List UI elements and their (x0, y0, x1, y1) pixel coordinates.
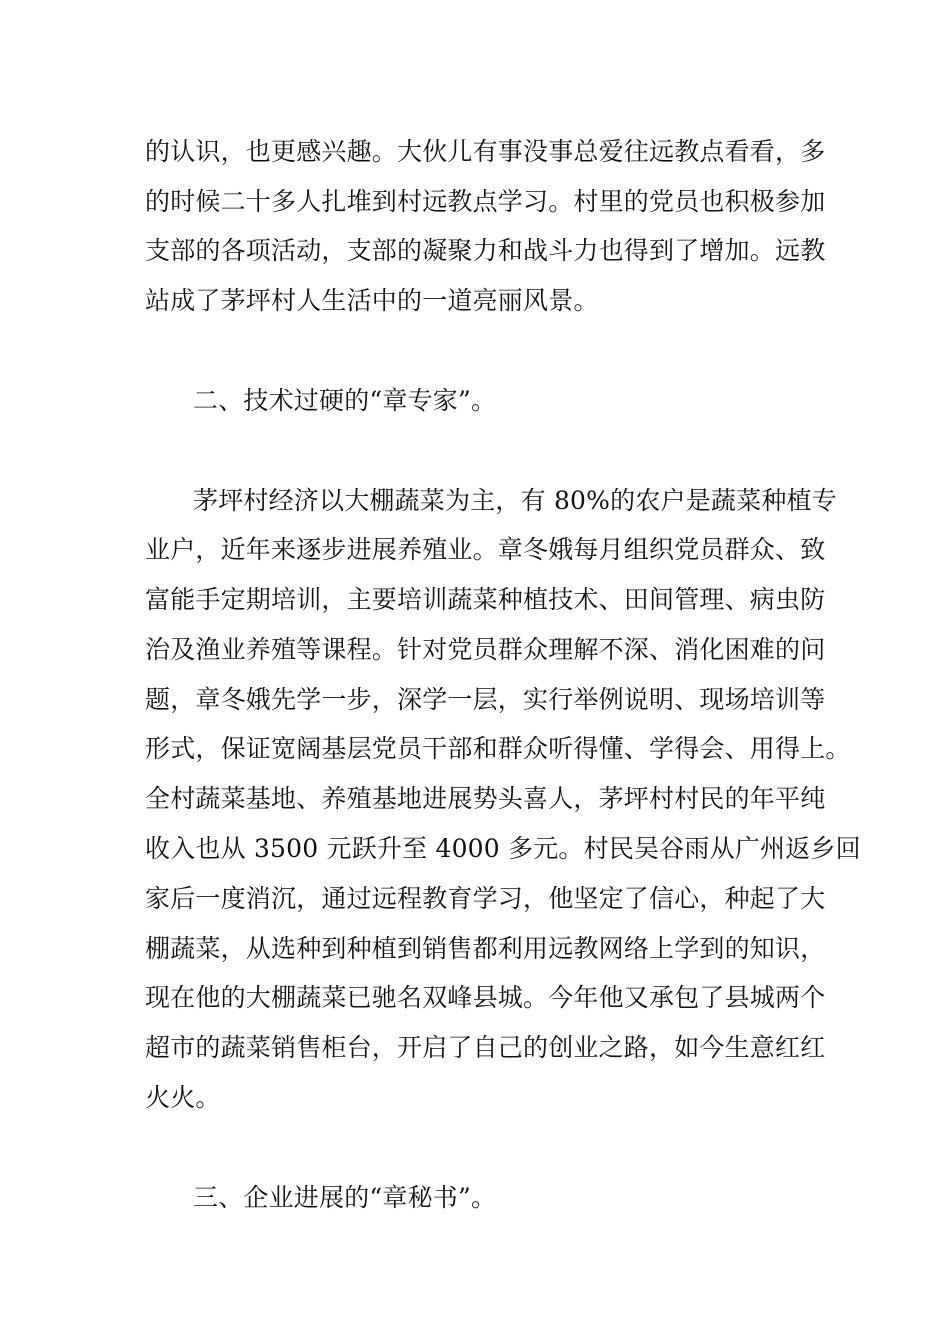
paragraph-2-line-6: 形式，保证宽阔基层党员干部和群众听得懂、学得会、用得上。 (145, 734, 851, 763)
section-heading-2: 二、技术过硬的“章专家”。 (193, 386, 497, 415)
paragraph-2-line-11: 现在他的大棚蔬菜已驰名双峰县城。今年他又承包了县城两个 (145, 983, 826, 1012)
paragraph-2-line-7: 全村蔬菜基地、养殖基地进展势头喜人，茅坪村村民的年平纯 (145, 784, 826, 813)
paragraph-2-line-13: 火火。 (145, 1083, 221, 1112)
paragraph-2-line-10: 棚蔬菜，从选种到种植到销售都利用远教网络上学到的知识， (145, 934, 826, 963)
paragraph-1-line-2: 的时候二十多人扎堆到村远教点学习。村里的党员也积极参加 (145, 187, 826, 216)
paragraph-2-line-1: 茅坪村经济以大棚蔬菜为主，有 80%的农户是蔬菜种植专 (193, 486, 837, 515)
paragraph-2-line-8: 收入也从 3500 元跃升至 4000 多元。村民吴谷雨从广州返乡回 (145, 834, 861, 863)
section-heading-3: 三、企业进展的“章秘书”。 (193, 1183, 497, 1212)
paragraph-1-line-4: 站成了茅坪村人生活中的一道亮丽风景。 (145, 286, 599, 315)
paragraph-2-line-9: 家后一度消沉，通过远程教育学习，他坚定了信心，种起了大 (145, 884, 826, 913)
paragraph-1-line-1: 的认识，也更感兴趣。大伙儿有事没事总爱往远教点看看，多 (145, 137, 826, 166)
paragraph-2-line-2: 业户，近年来逐步进展养殖业。章冬娥每月组织党员群众、致 (145, 535, 826, 564)
paragraph-1-line-3: 支部的各项活动，支部的凝聚力和战斗力也得到了增加。远教 (145, 236, 826, 265)
paragraph-2-line-3: 富能手定期培训，主要培训蔬菜种植技术、田间管理、病虫防 (145, 585, 826, 614)
paragraph-2-line-4: 治及渔业养殖等课程。针对党员群众理解不深、消化困难的问 (145, 635, 826, 664)
paragraph-2-line-12: 超市的蔬菜销售柜台，开启了自己的创业之路，如今生意红红 (145, 1033, 826, 1062)
paragraph-2-line-5: 题，章冬娥先学一步，深学一层，实行举例说明、现场培训等 (145, 685, 826, 714)
